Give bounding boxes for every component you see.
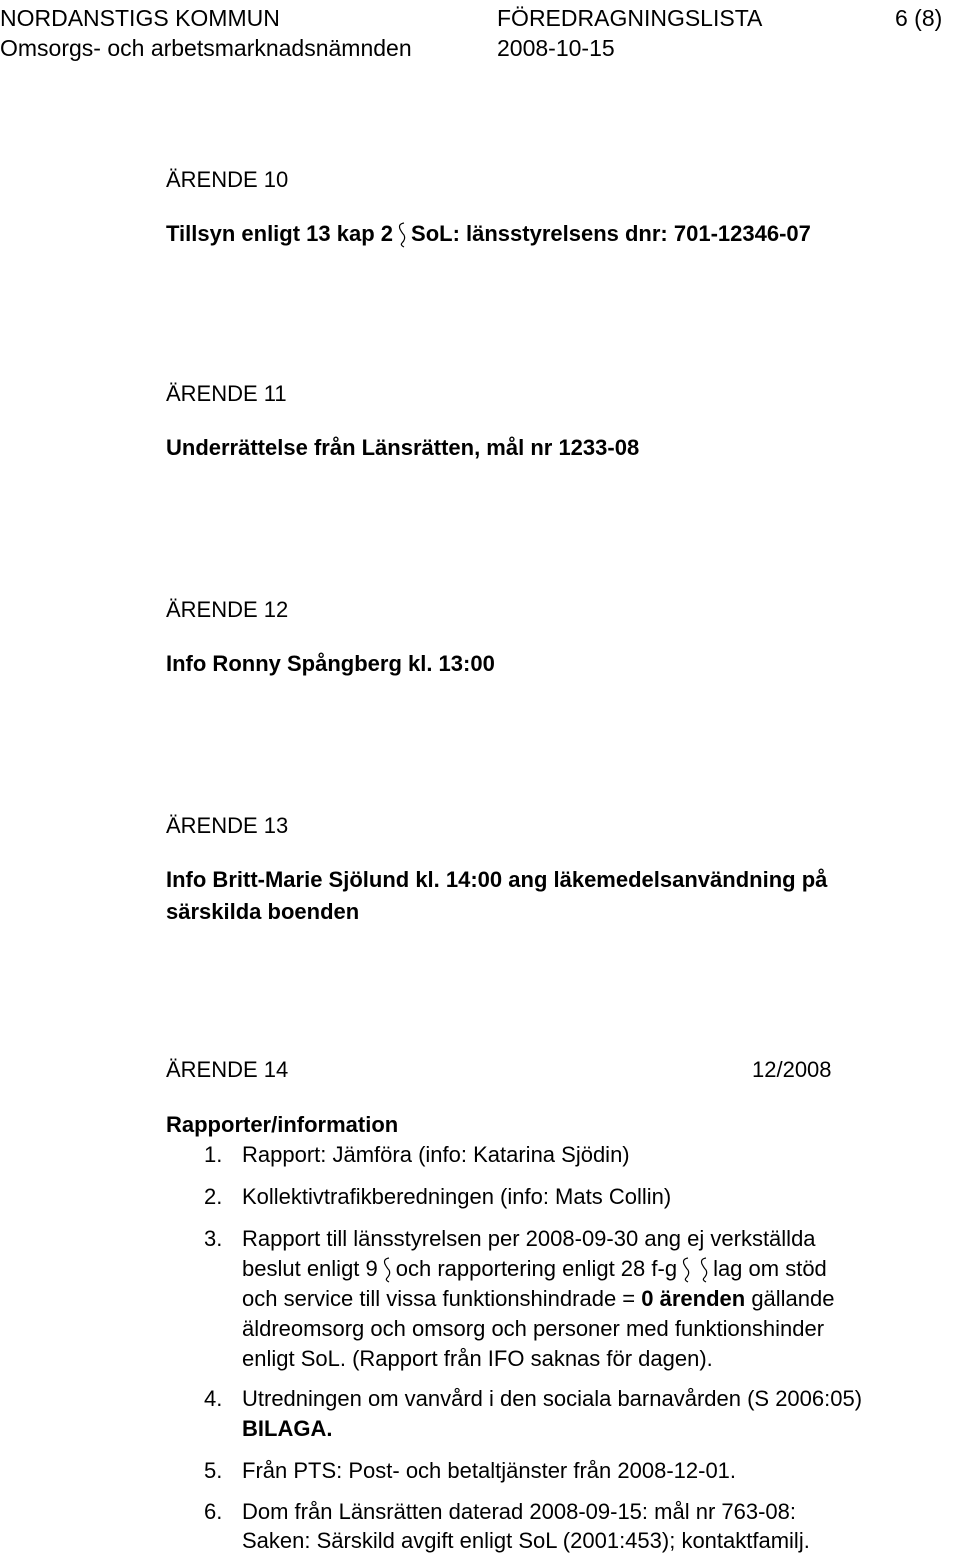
list-text-line-3-a: och service till vissa funktionshindrade =	[242, 1286, 642, 1311]
list-item	[204, 1384, 960, 1444]
list-text-line-1: Utredningen om vanvård i den sociala barnavården (S 2006:05)	[242, 1386, 863, 1411]
list-text-line-3-c: gällande	[745, 1286, 835, 1311]
attachment-label: BILAGA.	[242, 1416, 333, 1441]
case-title-13-line-2: särskilda boenden	[166, 899, 360, 924]
list-number: 1.	[204, 1142, 223, 1167]
list-number: 2.	[204, 1184, 223, 1209]
list-item	[204, 1224, 960, 1374]
section-sign-icon	[382, 1256, 392, 1284]
list-text-line-2-c: lag om stöd	[713, 1256, 827, 1281]
list-item	[204, 1497, 960, 1557]
list-text-line-1: Dom från Länsrätten daterad 2008-09-15: mål nr 763-08:	[242, 1499, 796, 1524]
list-text: Rapport: Jämföra (info: Katarina Sjödin)	[242, 1142, 630, 1167]
case-title-10-part-b: SoL: länsstyrelsens dnr: 701-12346-07	[411, 221, 811, 246]
list-number: 5.	[204, 1458, 223, 1483]
list-text: Kollektivtrafikberedningen (info: Mats Collin)	[242, 1184, 672, 1209]
document-date: 2008-10-15	[497, 35, 615, 61]
list-text-emphasis: 0 ärenden	[641, 1286, 746, 1311]
list-text-line-5: enligt SoL. (Rapport från IFO saknas för dagen).	[242, 1346, 713, 1371]
list-text-line-1: Rapport till länsstyrelsen per 2008-09-30 ang ej verkställda	[242, 1226, 816, 1251]
case-label-11: ÄRENDE 11	[166, 381, 287, 406]
list-text: Från PTS: Post- och betaltjänster från 2008-12-01.	[242, 1458, 737, 1483]
list-text-line-2-a: beslut enligt 9	[242, 1256, 378, 1281]
list-text-line-2	[242, 1254, 827, 1284]
board-name: Omsorgs- och arbetsmarknadsnämnden	[0, 35, 412, 61]
section-sign-icon	[681, 1256, 691, 1284]
case-label-12: ÄRENDE 12	[166, 597, 289, 622]
case-title-14: Rapporter/information	[166, 1112, 399, 1137]
list-text-line-2: Saken: Särskild avgift enligt SoL (2001:453); kontaktfamilj.	[242, 1528, 810, 1553]
list-text-line-2-b: och rapportering enligt 28 f-g	[395, 1256, 678, 1281]
case-title-13-line-1: Info Britt-Marie Sjölund kl. 14:00 ang läkemedelsanvändning på	[166, 867, 828, 892]
list-item	[204, 1456, 944, 1486]
case-title-10	[166, 219, 811, 249]
document-type: FÖREDRAGNINGSLISTA	[497, 5, 763, 31]
list-item	[204, 1182, 944, 1212]
case-label-10: ÄRENDE 10	[166, 167, 289, 192]
case-label-13: ÄRENDE 13	[166, 813, 289, 838]
list-number: 4.	[204, 1386, 223, 1411]
case-title-11: Underrättelse från Länsrätten, mål nr 1233-08	[166, 435, 640, 460]
case-label-14: ÄRENDE 14	[166, 1057, 289, 1082]
list-text-line-3	[242, 1284, 835, 1314]
section-sign-icon	[699, 1256, 709, 1284]
case-title-12: Info Ronny Spångberg kl. 13:00	[166, 651, 495, 676]
municipality-name: NORDANSTIGS KOMMUN	[0, 5, 280, 31]
list-text-line-4: äldreomsorg och omsorg och personer med funktionshinder	[242, 1316, 825, 1341]
case-reference-14: 12/2008	[752, 1057, 832, 1082]
case-title-10-part-a: Tillsyn enligt 13 kap 2	[166, 221, 394, 246]
list-number: 6.	[204, 1499, 223, 1524]
page-number: 6 (8)	[895, 5, 943, 31]
section-sign-icon	[397, 221, 407, 249]
list-item	[204, 1140, 944, 1170]
list-number: 3.	[204, 1226, 223, 1251]
